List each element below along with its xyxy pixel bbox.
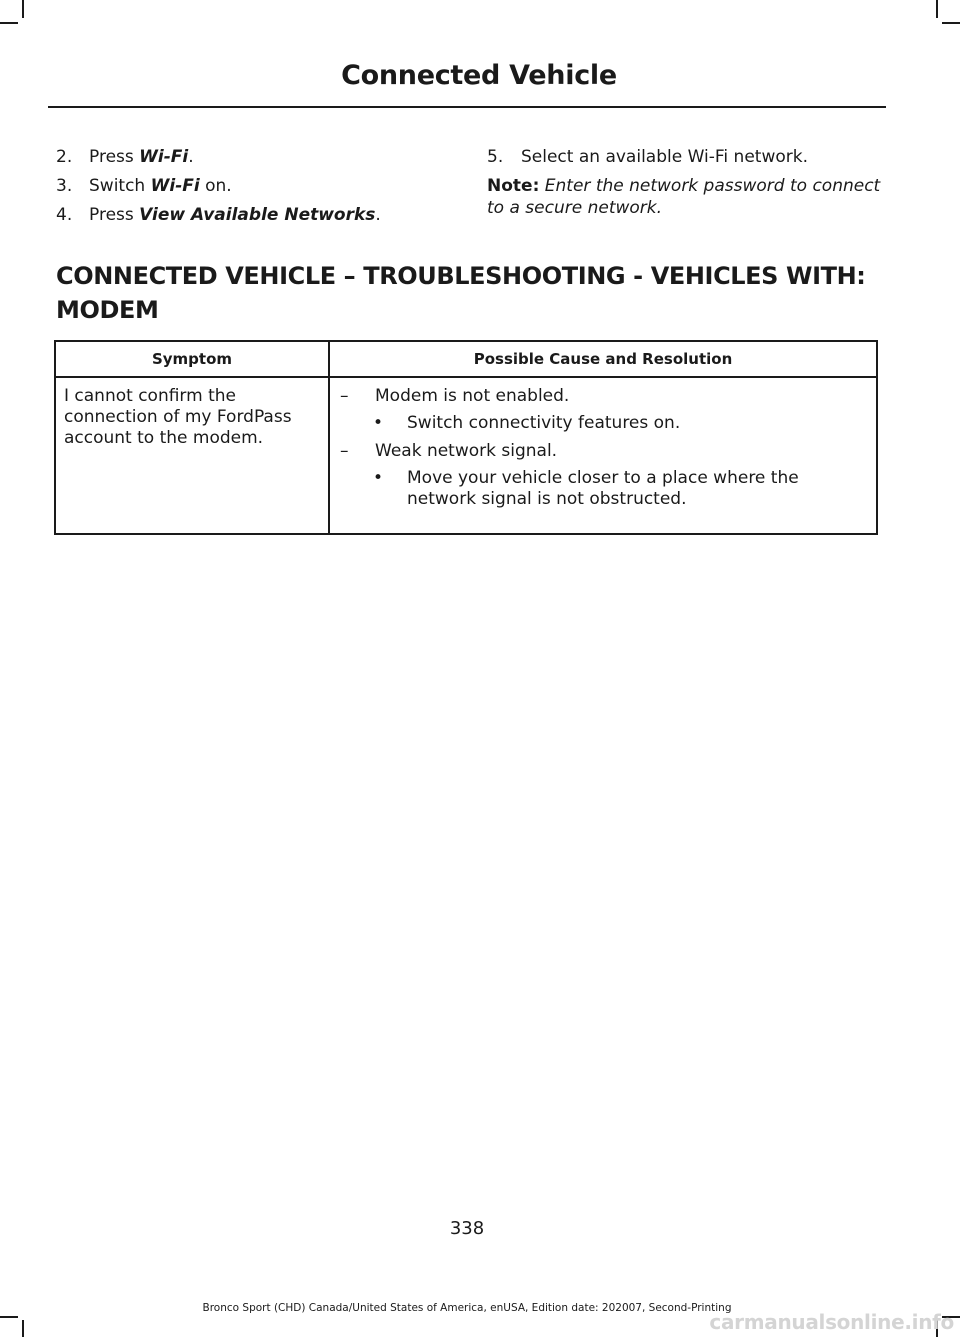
crop-mark (22, 0, 24, 18)
step-text: Select an available Wi-Fi network. (521, 147, 808, 167)
dash-marker: – (340, 386, 349, 406)
cause-text: Weak network signal. (375, 441, 558, 461)
resolution-text: Switch connectivity features on. (407, 413, 681, 433)
step-item (56, 175, 456, 197)
column-header-cause: Possible Cause and Resolution (329, 341, 877, 377)
step-item (56, 146, 456, 168)
resolution-item (373, 413, 868, 434)
section-heading: CONNECTED VEHICLE – TROUBLESHOOTING - VEHICLES WITH: MODEM (56, 262, 866, 324)
bullet-marker: • (373, 468, 384, 488)
resolution-text: Move your vehicle closer to a place where the network signal is not obstructed. (407, 468, 799, 509)
bullet-marker: • (373, 413, 384, 433)
table-row (55, 377, 877, 534)
steps-left-column (56, 146, 456, 233)
step-number: 5. (487, 147, 504, 167)
step-text: . (375, 205, 381, 225)
cause-cell (329, 377, 877, 534)
cause-item (338, 386, 868, 407)
crop-mark (936, 0, 938, 18)
crop-mark (0, 1316, 18, 1318)
step-number: 4. (56, 205, 73, 225)
step-text: Switch (89, 176, 151, 196)
header-rule (48, 106, 886, 108)
crop-mark (0, 22, 18, 24)
step-text: on. (199, 176, 232, 196)
step-number: 3. (56, 176, 73, 196)
edition-footer: Bronco Sport (CHD) Canada/United States of America, enUSA, Edition date: 202007, Second-Printing (202, 1302, 732, 1314)
troubleshooting-table (54, 340, 878, 535)
resolution-item (373, 468, 868, 510)
steps-right-column (487, 146, 887, 219)
note (487, 175, 887, 219)
step-emphasis: Wi-Fi (150, 176, 200, 196)
dash-marker: – (340, 441, 349, 461)
crop-mark (942, 22, 960, 24)
step-emphasis: Wi-Fi (139, 147, 189, 167)
page-title: Connected Vehicle (341, 60, 617, 91)
step-text: Press (89, 205, 140, 225)
note-label: Note: (487, 176, 540, 196)
watermark: carmanualsonline.info (709, 1310, 954, 1334)
step-emphasis: View Available Networks (139, 205, 376, 225)
step-number: 2. (56, 147, 73, 167)
crop-mark (22, 1320, 24, 1337)
step-item (56, 204, 456, 226)
table-header-row (55, 341, 877, 377)
note-text: Enter the network password to connect to a secure network. (487, 176, 881, 218)
step-text: . (188, 147, 194, 167)
symptom-cell: I cannot confirm the connection of my FordPass account to the modem. (55, 377, 329, 534)
column-header-symptom: Symptom (55, 341, 329, 377)
cause-text: Modem is not enabled. (375, 386, 570, 406)
step-item (487, 146, 887, 168)
page-number: 338 (449, 1218, 485, 1239)
cause-item (338, 441, 868, 462)
step-text: Press (89, 147, 140, 167)
